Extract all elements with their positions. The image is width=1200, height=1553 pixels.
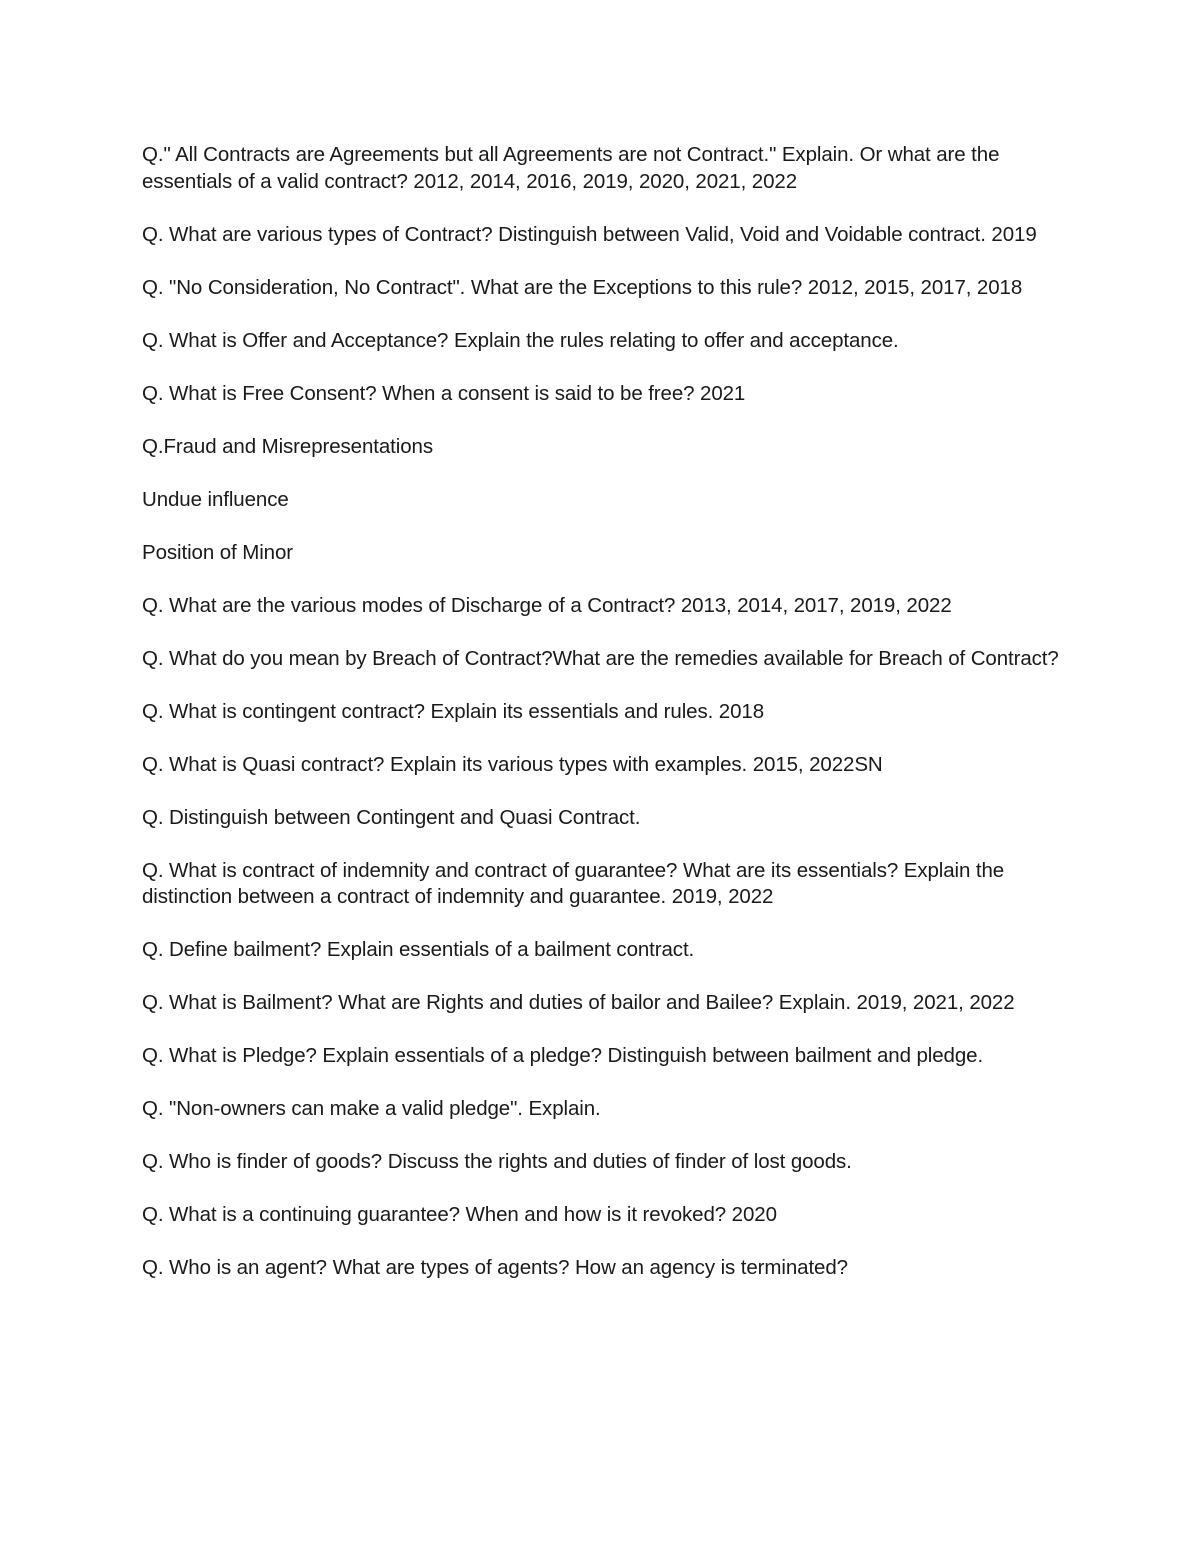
- topic-line: Position of Minor: [142, 540, 293, 564]
- question-paragraph: Q. What are the various modes of Discharge of a Contract? 2013, 2014, 2017, 2019, 2022: [142, 593, 952, 617]
- question-paragraph: Q. "No Consideration, No Contract". What are the Exceptions to this rule? 2012, 2015, 2017, 2018: [142, 275, 1023, 299]
- question-paragraph: Q. Who is finder of goods? Discuss the rights and duties of finder of lost goods.: [142, 1150, 852, 1173]
- question-paragraph: Q. Who is an agent? What are types of agents? How an agency is terminated?: [142, 1256, 848, 1279]
- question-list: [142, 142, 1067, 1308]
- question-paragraph: Q. "Non-owners can make a valid pledge". Explain.: [142, 1097, 601, 1120]
- question-paragraph: Q.Fraud and Misrepresentations: [142, 434, 433, 458]
- question-paragraph: Q. What is contingent contract? Explain its essentials and rules. 2018: [142, 699, 765, 723]
- topic-line: Undue influence: [142, 487, 289, 511]
- question-paragraph: Q. What is a continuing guarantee? When and how is it revoked? 2020: [142, 1203, 777, 1226]
- question-paragraph: Q. What is Pledge? Explain essentials of a pledge? Distinguish between bailment and pledge.: [142, 1044, 984, 1067]
- question-paragraph: Q. Distinguish between Contingent and Quasi Contract.: [142, 805, 641, 829]
- question-paragraph: Q. What is contract of indemnity and contract of guarantee? What are its essentials? Explain the distinction between a contract of indemnity and guarantee. 2019, 2022: [142, 858, 1005, 908]
- question-paragraph: Q. What do you mean by Breach of Contract?What are the remedies available for Breach of Contract?: [142, 646, 1059, 670]
- question-paragraph: Q. What are various types of Contract? Distinguish between Valid, Void and Voidable contract. 2019: [142, 222, 1037, 246]
- question-paragraph: Q. What is Free Consent? When a consent is said to be free? 2021: [142, 381, 746, 405]
- question-paragraph: Q. What is Offer and Acceptance? Explain the rules relating to offer and acceptance.: [142, 328, 899, 352]
- question-paragraph: Q. What is Bailment? What are Rights and duties of bailor and Bailee? Explain. 2019, 2021, 2022: [142, 991, 1015, 1014]
- question-paragraph: Q. What is Quasi contract? Explain its various types with examples. 2015, 2022SN: [142, 752, 883, 776]
- question-paragraph: Q." All Contracts are Agreements but all Agreements are not Contract." Explain. Or what are the essentials of a valid contract? 2012, 2014, 2016, 2019, 2020, 2021, 2022: [142, 143, 1000, 193]
- question-paragraph: Q. Define bailment? Explain essentials of a bailment contract.: [142, 938, 695, 961]
